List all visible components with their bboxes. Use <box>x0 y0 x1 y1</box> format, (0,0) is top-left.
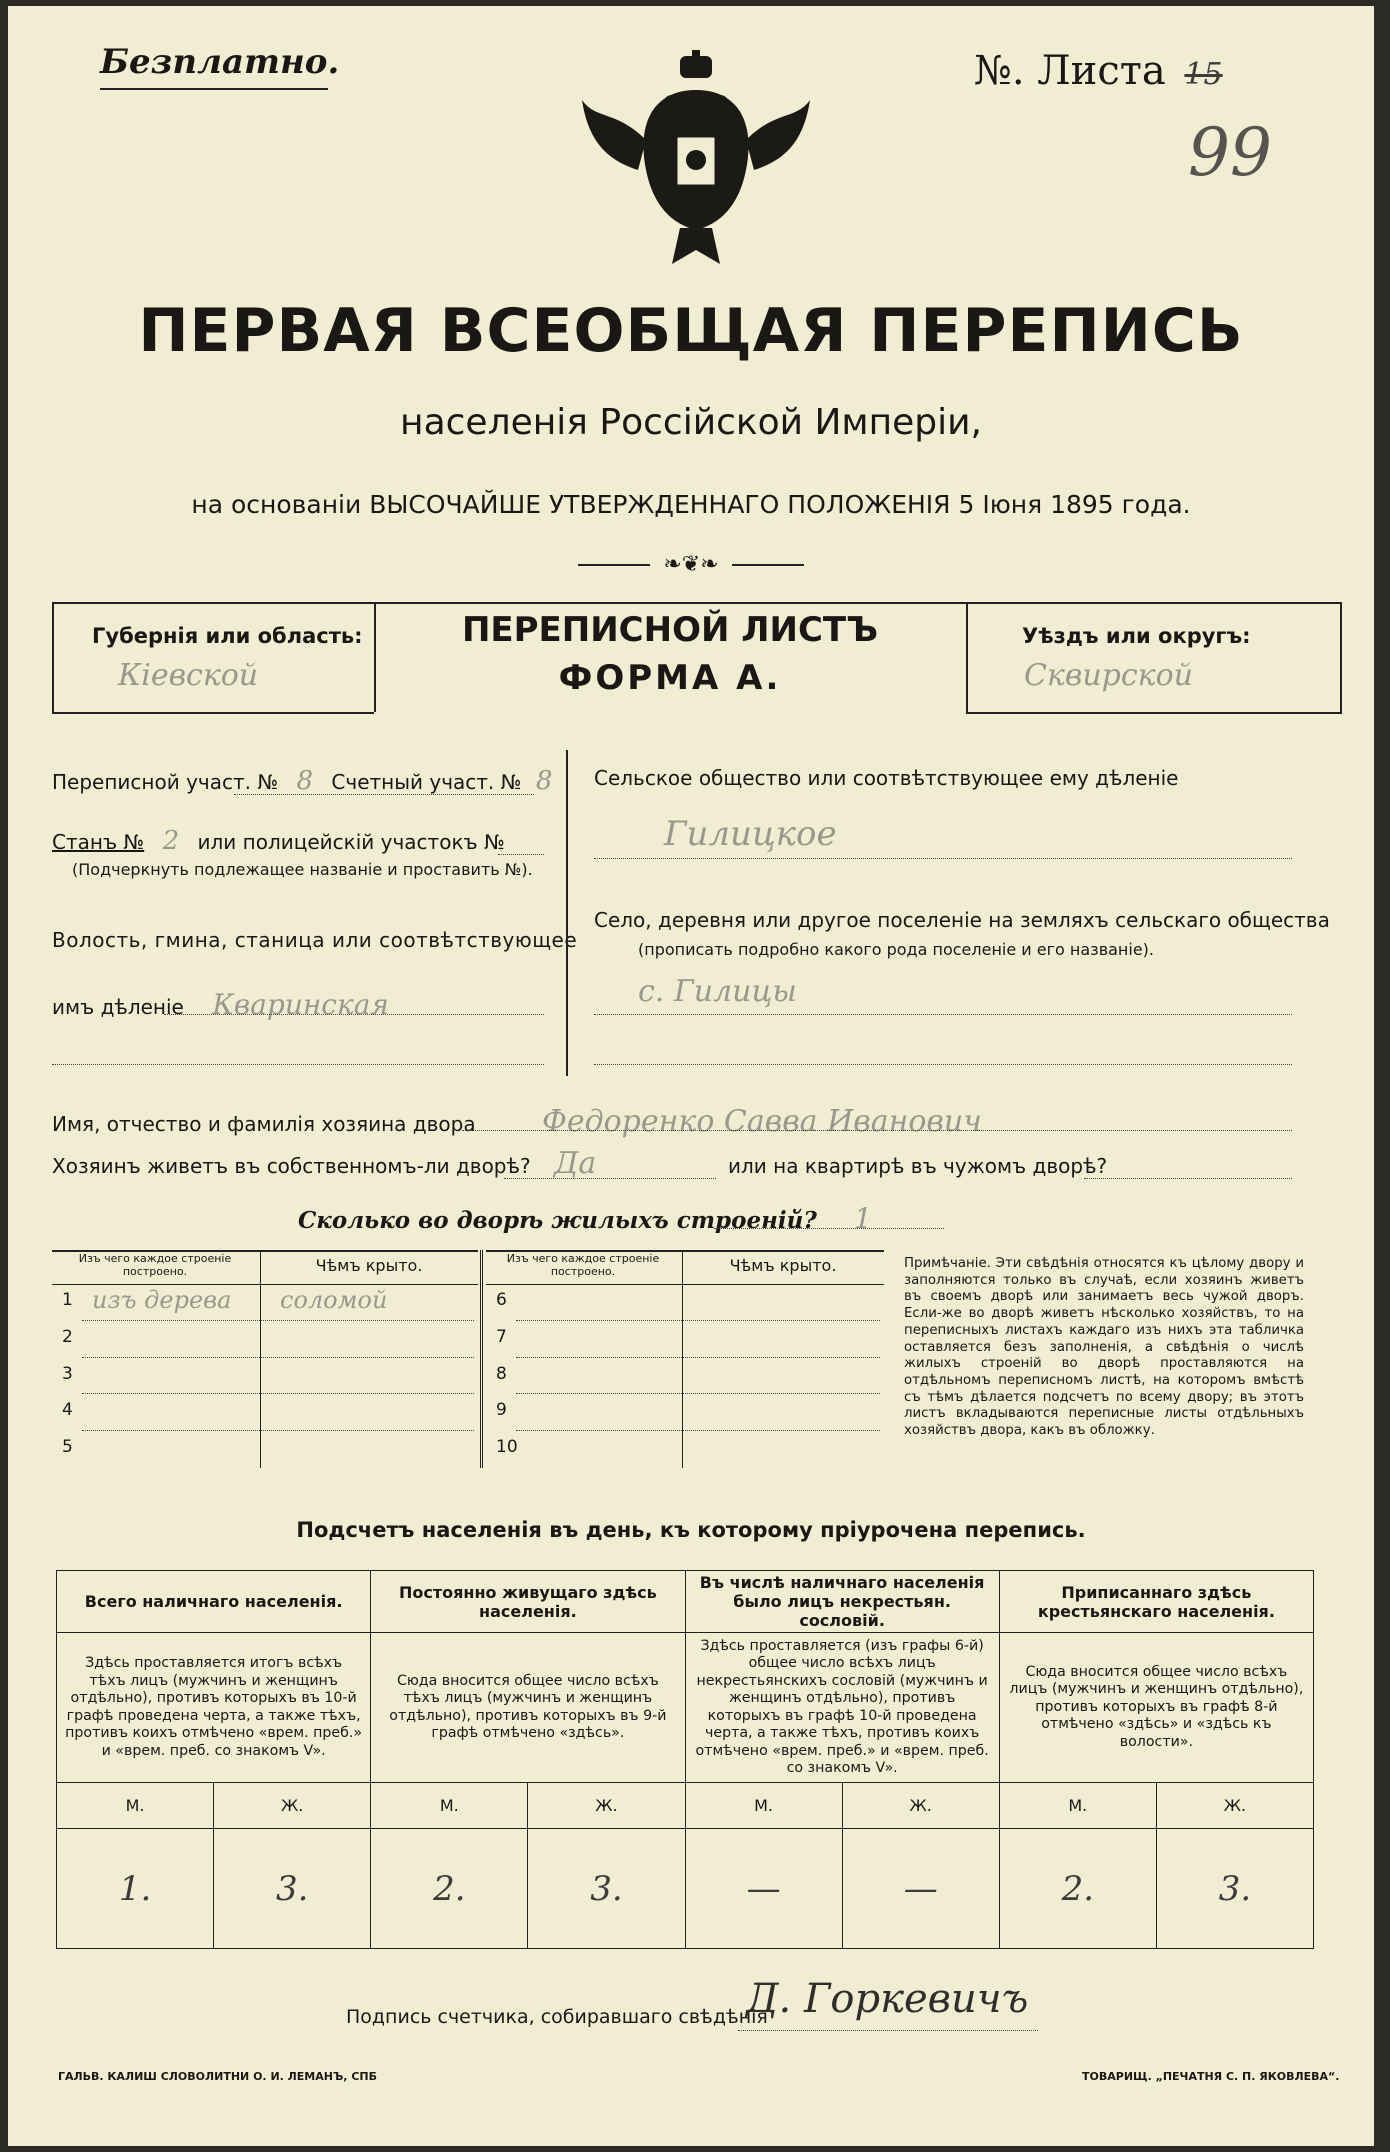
owner-name-row <box>52 1104 982 1139</box>
ornament-divider: ❧❦❧ <box>8 552 1374 577</box>
building-row <box>52 1394 478 1431</box>
building-row <box>52 1284 478 1321</box>
free-label: Безплатно. <box>100 42 340 82</box>
volost-label: Волость, гмина, станица или соотвѣтствующее <box>52 928 578 952</box>
footer-right: ТОВАРИЩ. „ПЕЧАТНЯ С. П. ЯКОВЛЕВА“. <box>1082 2070 1340 2083</box>
building-row-number: 3 <box>62 1363 73 1384</box>
note-text: Примѣчаніе. Эти свѣдѣнія относятся къ цѣлому двору и заполняются только въ случаѣ, если хозяинъ живетъ въ своемъ дворѣ или занимаетъ весь чужой дворъ. Если-же во дворѣ живетъ нѣсколько хозяйствъ, то на переписныхъ листахъ каждаго изъ нихъ эта табличка оставляется безъ заполненія, а свѣдѣнія о числѣ жилыхъ строеній во дворѣ проставляются на отдѣльномъ переписномъ листѣ, на которомъ вмѣстѣ съ тѣмъ дѣлается подсчетъ по всему двору; въ этотъ листъ вкладываются переписные листы отдѣльныхъ хозяйствъ двора, какъ въ обложку. <box>904 1256 1304 1439</box>
population-group-title: Постоянно живущаго здѣсь населенія. <box>371 1571 685 1633</box>
stan-value: 2 <box>162 826 180 856</box>
census-section-label: Переписной участ. № <box>52 770 279 794</box>
male-header: М. <box>685 1783 842 1829</box>
guberniya-value: Кіевской <box>118 658 259 693</box>
form-frame-left <box>52 602 54 712</box>
female-count: 3. <box>528 1829 685 1949</box>
census-section-line <box>234 794 534 795</box>
stan-label: Станъ № <box>52 830 145 854</box>
buildings-label: Сколько во дворѣ жилыхъ строеній? <box>298 1207 817 1234</box>
police-label: или полицейскій участокъ № <box>197 830 505 854</box>
owner-name-line <box>462 1130 1292 1131</box>
building-row <box>486 1321 884 1358</box>
col-roof-header-right: Чѣмъ крыто. <box>729 1256 837 1275</box>
building-row-number: 5 <box>62 1437 73 1458</box>
male-header: М. <box>999 1783 1156 1829</box>
population-title: Подсчетъ населенія въ день, къ которому пріурочена перепись. <box>296 1518 1086 1542</box>
population-group-desc: Сюда вносится общее число всѣхъ тѣхъ лицъ (мужчинъ и женщинъ отдѣльно), противъ которыхъ въ 9-й графѣ отмѣчено «здѣсь». <box>371 1633 685 1783</box>
society-label: Сельское общество или соотвѣтствующее ему дѣленіе <box>594 766 1179 790</box>
building-row <box>52 1431 478 1468</box>
male-count: 1. <box>57 1829 214 1949</box>
population-group-title: Всего наличнаго населенія. <box>57 1571 371 1633</box>
female-header: Ж. <box>1156 1783 1313 1829</box>
male-header: М. <box>57 1783 214 1829</box>
female-header: Ж. <box>842 1783 999 1829</box>
population-group-desc: Здѣсь проставляется (изъ графы 6-й) общее число всѣхъ лицъ некрестьянскихъ сословій (мужчинъ и женщинъ отдѣльно), противъ которыхъ въ графѣ 10-й проведена черта, а также тѣхъ, противъ коихъ отмѣчено «врем. преб.» и «врем. преб. со знакомъ V». <box>685 1633 999 1783</box>
buildings-table-double-divider <box>480 1250 483 1468</box>
building-row-number: 1 <box>62 1290 73 1310</box>
population-group-title: Въ числѣ наличнаго населенія было лицъ некрестьян. сословій. <box>685 1571 999 1633</box>
subtitle: населенія Россійской Имперіи, <box>400 402 982 443</box>
form-frame-right <box>1340 602 1342 712</box>
building-row <box>486 1394 884 1431</box>
counting-section-label: Счетный участ. № <box>331 770 522 794</box>
division-line <box>164 1014 544 1015</box>
sheet-title: ПЕРЕПИСНОЙ ЛИСТЪ <box>461 610 879 650</box>
population-group-title: Приписаннаго здѣсь крестьянскаго населенія. <box>999 1571 1313 1633</box>
division-line-2 <box>52 1064 544 1065</box>
col-material-header-right: Изъ чего каждое строеніе построено. <box>506 1252 660 1278</box>
village-value: с. Гилицы <box>638 974 797 1009</box>
form-frame-divider-2 <box>966 602 968 712</box>
footer-left: ГАЛЬВ. КАЛИШ СЛОВОЛИТНИ О. И. ЛЕМАНЪ, СПБ <box>58 2070 377 2083</box>
village-label: Село, деревня или другое поселеніе на земляхъ сельскаго общества <box>594 908 1330 932</box>
signature-line <box>738 2030 1038 2031</box>
building-row <box>52 1321 478 1358</box>
population-table <box>56 1570 1314 1940</box>
sheet-number <box>974 48 1223 94</box>
building-row <box>486 1431 884 1468</box>
census-sheet <box>8 6 1374 2146</box>
form-title: ФОРМА А. <box>558 658 782 698</box>
buildings-row <box>298 1202 872 1235</box>
male-header: М. <box>371 1783 528 1829</box>
imperial-eagle-emblem <box>576 50 816 272</box>
building-material: изъ дерева <box>92 1286 232 1314</box>
counting-section-value: 8 <box>535 766 553 796</box>
owner-lives-label: Хозяинъ живетъ въ собственномъ-ли дворѣ? <box>52 1154 531 1178</box>
buildings-value: 1 <box>854 1202 872 1235</box>
col-roof-header: Чѣмъ крыто. <box>315 1256 423 1275</box>
division-value: Кваринская <box>212 988 389 1021</box>
fields-divider <box>566 750 568 1076</box>
free-label-underline <box>100 88 328 90</box>
society-value: Гилицкое <box>664 814 837 854</box>
sheet-number-handwritten: 99 <box>1188 114 1272 191</box>
form-frame-bottom-right <box>966 712 1342 714</box>
form-frame-bottom-left <box>52 712 374 714</box>
village-note: (прописать подробно какого рода поселеніе и его названіе). <box>638 940 1154 959</box>
form-frame-top <box>52 602 1342 604</box>
basis-line: на основаніи ВЫСОЧАЙШЕ УТВЕРЖДЕННАГО ПОЛОЖЕНІЯ 5 Іюня 1895 года. <box>191 490 1191 519</box>
owner-lives-line <box>504 1178 716 1179</box>
building-roof: соломой <box>280 1286 388 1314</box>
building-row-number: 4 <box>62 1400 73 1421</box>
building-row-number: 7 <box>496 1326 507 1347</box>
population-group-desc: Сюда вносится общее число всѣхъ лицъ (мужчинъ и женщинъ отдѣльно), противъ которыхъ въ графѣ 8-й отмѣчено «здѣсь» и «здѣсь къ волости». <box>999 1633 1313 1783</box>
male-count: 2. <box>999 1829 1156 1949</box>
owner-name-value: Федоренко Савва Иванович <box>541 1104 982 1139</box>
building-row-number: 9 <box>496 1400 507 1421</box>
building-row-number: 8 <box>496 1363 507 1384</box>
village-line <box>594 1014 1292 1015</box>
sheet-number-struck: 15 <box>1184 57 1223 92</box>
guberniya-label: Губернія или область: <box>92 624 363 648</box>
sheet-number-label: №. Листа <box>974 48 1166 94</box>
building-row <box>486 1358 884 1395</box>
stan-row <box>52 826 505 856</box>
female-count: 3. <box>214 1829 371 1949</box>
underline-note: (Подчеркнуть подлежащее названіе и проставить №). <box>72 860 533 879</box>
buildings-line <box>714 1228 944 1229</box>
owner-name-label: Имя, отчество и фамилія хозяина двора <box>52 1112 476 1136</box>
uezd-value: Сквирской <box>1024 658 1193 693</box>
owner-lives-value: Да <box>554 1146 597 1181</box>
buildings-table-left <box>52 1250 478 1468</box>
col-material-header: Изъ чего каждое строеніе построено. <box>78 1252 232 1278</box>
building-row <box>52 1358 478 1395</box>
buildings-table-right <box>486 1250 884 1468</box>
signature-value: Д. Горкевичъ <box>746 1976 1029 2022</box>
village-line-2 <box>594 1064 1292 1065</box>
signature-label: Подпись счетчика, собиравшаго свѣдѣнія <box>346 2006 768 2028</box>
building-row-number: 2 <box>62 1326 73 1347</box>
female-count: 3. <box>1156 1829 1313 1949</box>
building-row <box>486 1284 884 1321</box>
census-section-row <box>52 766 552 796</box>
division-row <box>52 988 389 1021</box>
apartment-line <box>1084 1178 1292 1179</box>
male-count: — <box>685 1829 842 1949</box>
population-group-desc: Здѣсь проставляется итогъ всѣхъ тѣхъ лицъ (мужчинъ и женщинъ отдѣльно), противъ которыхъ въ 10-й графѣ проведена черта, а также тѣхъ, противъ коихъ отмѣчено «врем. преб.» и «врем. преб. со знакомъ V». <box>57 1633 371 1783</box>
census-section-value: 8 <box>296 766 314 796</box>
uezd-label: Уѣздъ или округъ: <box>1022 624 1251 648</box>
police-line <box>498 854 544 855</box>
apartment-label: или на квартирѣ въ чужомъ дворѣ? <box>728 1154 1108 1178</box>
female-header: Ж. <box>528 1783 685 1829</box>
main-title: ПЕРВАЯ ВСЕОБЩАЯ ПЕРЕПИСЬ <box>138 296 1244 366</box>
society-line <box>594 858 1292 859</box>
male-count: 2. <box>371 1829 528 1949</box>
building-row-number: 6 <box>496 1290 507 1310</box>
female-count: — <box>842 1829 999 1949</box>
division-label: имъ дѣленіе <box>52 995 184 1019</box>
building-row-number: 10 <box>496 1437 518 1458</box>
female-header: Ж. <box>214 1783 371 1829</box>
